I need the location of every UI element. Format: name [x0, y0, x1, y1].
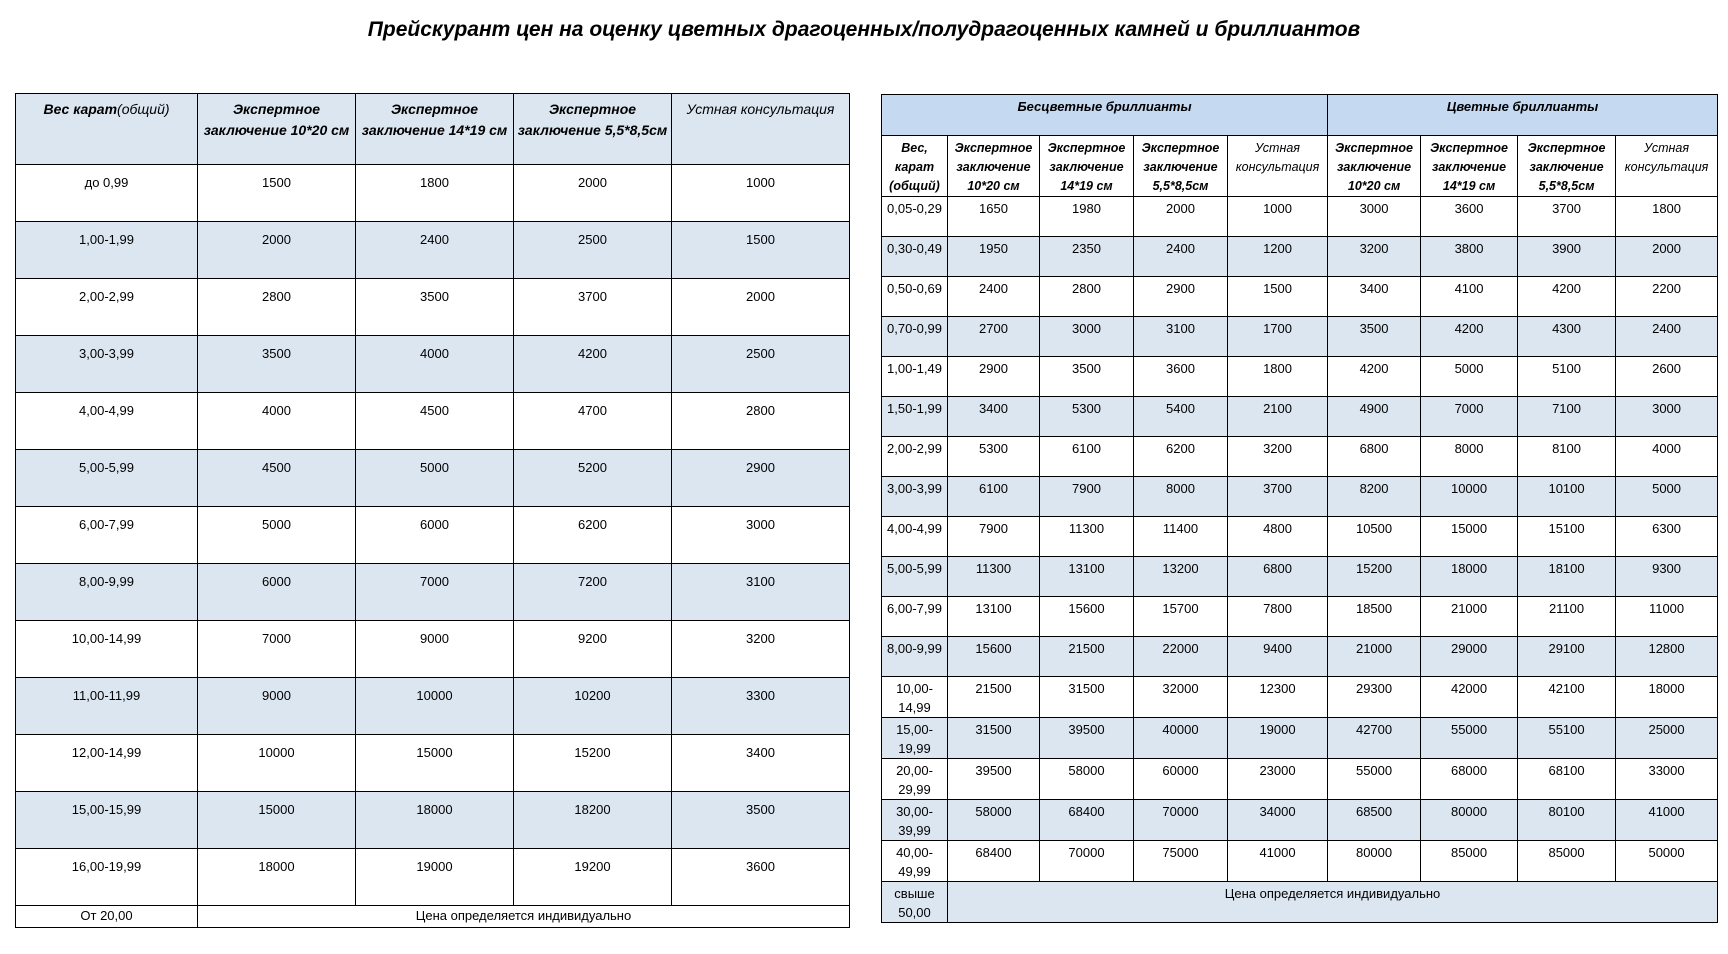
weight-cell: 0,70-0,99	[882, 317, 948, 357]
weight-cell: 1,00-1,99	[16, 222, 198, 279]
weight-cell: 11,00-11,99	[16, 678, 198, 735]
price-cell: 40000	[1134, 718, 1228, 759]
price-cell: 15200	[1328, 557, 1421, 597]
price-cell: 21000	[1328, 637, 1421, 677]
price-cell: 4200	[1421, 317, 1518, 357]
price-cell: 3000	[1328, 197, 1421, 237]
price-cell: 25000	[1616, 718, 1718, 759]
table-row	[882, 397, 1718, 437]
price-cell: 2400	[948, 277, 1040, 317]
price-cell: 1800	[1228, 357, 1328, 397]
colorless-diamonds-header: Бесцветные бриллианты	[882, 95, 1328, 136]
table-row	[882, 357, 1718, 397]
price-cell: 13100	[1040, 557, 1134, 597]
price-cell: 6800	[1328, 437, 1421, 477]
table-row	[16, 507, 850, 564]
price-cell: 58000	[948, 800, 1040, 841]
table-row	[16, 564, 850, 621]
price-cell: 1650	[948, 197, 1040, 237]
weight-cell: 10,00-14,99	[16, 621, 198, 678]
price-cell: 41000	[1616, 800, 1718, 841]
price-cell: 2000	[1616, 237, 1718, 277]
colorless-report-5x8-header: Экспертное заключение 5,5*8,5см	[1134, 136, 1228, 197]
table-row	[882, 841, 1718, 882]
report-14x19-header: Экспертное заключение 14*19 см	[356, 94, 514, 165]
weight-cell: 0,50-0,69	[882, 277, 948, 317]
price-cell: 6200	[1134, 437, 1228, 477]
price-cell: 9300	[1616, 557, 1718, 597]
report-5x8-header: Экспертное заключение 5,5*8,5см	[514, 94, 672, 165]
weight-cell: 10,00-14,99	[882, 677, 948, 718]
price-cell: 2900	[1134, 277, 1228, 317]
table-row	[882, 317, 1718, 357]
price-cell: 1800	[356, 165, 514, 222]
weight-cell: 8,00-9,99	[16, 564, 198, 621]
price-cell: 3600	[1421, 197, 1518, 237]
price-cell: 4200	[1518, 277, 1616, 317]
price-cell: 6100	[948, 477, 1040, 517]
price-cell: 18200	[514, 792, 672, 849]
price-cell: 6000	[198, 564, 356, 621]
price-cell: 3400	[1328, 277, 1421, 317]
price-cell: 31500	[948, 718, 1040, 759]
table-row	[16, 279, 850, 336]
price-cell: 50000	[1616, 841, 1718, 882]
table-row	[16, 735, 850, 792]
price-cell: 1000	[672, 165, 850, 222]
weight-cell: 4,00-4,99	[882, 517, 948, 557]
price-cell: 31500	[1040, 677, 1134, 718]
price-cell: 13200	[1134, 557, 1228, 597]
price-cell: 7900	[1040, 477, 1134, 517]
table-row	[882, 517, 1718, 557]
price-cell: 2400	[1134, 237, 1228, 277]
price-cell: 3600	[672, 849, 850, 906]
price-cell: 2900	[948, 357, 1040, 397]
price-cell: 55000	[1328, 759, 1421, 800]
price-cell: 7900	[948, 517, 1040, 557]
price-cell: 10000	[198, 735, 356, 792]
price-cell: 80100	[1518, 800, 1616, 841]
weight-cell: 1,50-1,99	[882, 397, 948, 437]
weight-cell: 20,00-29,99	[882, 759, 948, 800]
price-cell: 1000	[1228, 197, 1328, 237]
table-row	[882, 437, 1718, 477]
price-cell: 3800	[1421, 237, 1518, 277]
price-cell: 21500	[1040, 637, 1134, 677]
price-cell: 10000	[356, 678, 514, 735]
price-cell: 19000	[1228, 718, 1328, 759]
price-cell: 5400	[1134, 397, 1228, 437]
colored-diamonds-header: Цветные бриллианты	[1328, 95, 1718, 136]
price-cell: 2200	[1616, 277, 1718, 317]
price-cell: 70000	[1134, 800, 1228, 841]
price-cell: 55000	[1421, 718, 1518, 759]
price-cell: 39500	[948, 759, 1040, 800]
price-cell: 2800	[198, 279, 356, 336]
price-cell: 4900	[1328, 397, 1421, 437]
price-cell: 15100	[1518, 517, 1616, 557]
price-cell: 10000	[1421, 477, 1518, 517]
price-cell: 10500	[1328, 517, 1421, 557]
price-cell: 2000	[1134, 197, 1228, 237]
weight-cell: От 20,00	[16, 906, 198, 928]
price-cell: 15200	[514, 735, 672, 792]
price-cell: 4200	[514, 336, 672, 393]
price-cell: 11000	[1616, 597, 1718, 637]
price-cell: 18000	[1421, 557, 1518, 597]
weight-cell: 30,00-39,99	[882, 800, 948, 841]
weight-cell: 3,00-3,99	[16, 336, 198, 393]
price-cell: 2900	[672, 450, 850, 507]
weight-cell: 40,00-49,99	[882, 841, 948, 882]
price-cell: 3500	[198, 336, 356, 393]
price-cell: 2500	[514, 222, 672, 279]
colorless-report-10x20-header: Экспертное заключение 10*20 см	[948, 136, 1040, 197]
price-cell: 3700	[514, 279, 672, 336]
price-cell: 39500	[1040, 718, 1134, 759]
price-cell: 2000	[672, 279, 850, 336]
price-cell: 19200	[514, 849, 672, 906]
price-cell: 33000	[1616, 759, 1718, 800]
table-row	[882, 557, 1718, 597]
price-cell: 2100	[1228, 397, 1328, 437]
diamonds-price-table	[881, 94, 1718, 923]
price-cell: 2500	[672, 336, 850, 393]
price-cell: 8200	[1328, 477, 1421, 517]
colored-report-10x20-header: Экспертное заключение 10*20 см	[1328, 136, 1421, 197]
table-row	[882, 477, 1718, 517]
price-cell: 3100	[1134, 317, 1228, 357]
table-row	[16, 165, 850, 222]
table-row	[882, 597, 1718, 637]
table-row	[882, 237, 1718, 277]
price-cell: 23000	[1228, 759, 1328, 800]
price-cell: 4200	[1328, 357, 1421, 397]
price-cell: 85000	[1421, 841, 1518, 882]
price-cell: 3900	[1518, 237, 1616, 277]
price-cell: 3500	[1328, 317, 1421, 357]
price-cell: 21100	[1518, 597, 1616, 637]
table-row	[882, 277, 1718, 317]
price-cell: 55100	[1518, 718, 1616, 759]
price-cell: 2400	[1616, 317, 1718, 357]
weight-cell: 15,00-19,99	[882, 718, 948, 759]
price-cell: 80000	[1328, 841, 1421, 882]
price-cell: 1500	[1228, 277, 1328, 317]
price-cell: 4700	[514, 393, 672, 450]
price-cell: 3200	[672, 621, 850, 678]
weight-cell: 0,05-0,29	[882, 197, 948, 237]
price-cell: 9400	[1228, 637, 1328, 677]
weight-cell: 15,00-15,99	[16, 792, 198, 849]
price-cell: 11300	[948, 557, 1040, 597]
table-header-row	[16, 94, 850, 165]
price-cell: 18000	[198, 849, 356, 906]
price-cell: 3100	[672, 564, 850, 621]
weight-cell: 5,00-5,99	[16, 450, 198, 507]
price-cell: 68500	[1328, 800, 1421, 841]
group-header-row	[882, 95, 1718, 136]
price-cell: 1800	[1616, 197, 1718, 237]
price-cell: 1200	[1228, 237, 1328, 277]
table-row	[882, 800, 1718, 841]
report-10x20-header: Экспертное заключение 10*20 см	[198, 94, 356, 165]
price-cell: 12300	[1228, 677, 1328, 718]
page-title: Прейскурант цен на оценку цветных драгоценных/полудрагоценных камней и бриллиантов	[367, 18, 1361, 41]
price-cell: 7100	[1518, 397, 1616, 437]
table-row	[882, 882, 1718, 923]
price-cell: 15600	[948, 637, 1040, 677]
price-cell: 11300	[1040, 517, 1134, 557]
price-cell: 5000	[1616, 477, 1718, 517]
price-cell: 1500	[672, 222, 850, 279]
price-cell: 29100	[1518, 637, 1616, 677]
price-cell: 41000	[1228, 841, 1328, 882]
price-cell: 3600	[1134, 357, 1228, 397]
weight-cell: 2,00-2,99	[16, 279, 198, 336]
price-cell: 10100	[1518, 477, 1616, 517]
price-cell: 15700	[1134, 597, 1228, 637]
table-row	[16, 222, 850, 279]
price-cell: 5200	[514, 450, 672, 507]
price-cell: 42700	[1328, 718, 1421, 759]
price-cell: 9000	[198, 678, 356, 735]
price-cell: 4800	[1228, 517, 1328, 557]
price-cell: 3500	[672, 792, 850, 849]
price-cell: 4500	[356, 393, 514, 450]
price-cell: 68100	[1518, 759, 1616, 800]
weight-cell: 2,00-2,99	[882, 437, 948, 477]
price-cell: 10200	[514, 678, 672, 735]
price-cell: 29000	[1421, 637, 1518, 677]
price-cell: 6000	[356, 507, 514, 564]
consultation-header: Устная консультация	[672, 94, 850, 165]
price-cell: 3500	[356, 279, 514, 336]
price-cell: 4300	[1518, 317, 1616, 357]
weight-cell: 4,00-4,99	[16, 393, 198, 450]
price-cell: 3000	[672, 507, 850, 564]
weight-cell: до 0,99	[16, 165, 198, 222]
colored-stones-price-table	[15, 93, 850, 928]
price-cell: 5300	[1040, 397, 1134, 437]
price-cell: 2400	[356, 222, 514, 279]
weight-cell: 6,00-7,99	[882, 597, 948, 637]
price-cell: 3000	[1616, 397, 1718, 437]
price-cell: 1980	[1040, 197, 1134, 237]
price-cell: 3200	[1228, 437, 1328, 477]
table-row	[16, 621, 850, 678]
price-cell: 58000	[1040, 759, 1134, 800]
price-cell: 3700	[1518, 197, 1616, 237]
price-cell: 21000	[1421, 597, 1518, 637]
price-cell: 3300	[672, 678, 850, 735]
price-cell: 3700	[1228, 477, 1328, 517]
price-cell: 6300	[1616, 517, 1718, 557]
price-cell: 1500	[198, 165, 356, 222]
price-cell: 18100	[1518, 557, 1616, 597]
price-cell: 2000	[514, 165, 672, 222]
table-row	[882, 718, 1718, 759]
price-cell: 1700	[1228, 317, 1328, 357]
weight-cell: 8,00-9,99	[882, 637, 948, 677]
colored-report-14x19-header: Экспертное заключение 14*19 см	[1421, 136, 1518, 197]
price-cell: 22000	[1134, 637, 1228, 677]
weight-cell: 0,30-0,49	[882, 237, 948, 277]
price-cell: 2000	[198, 222, 356, 279]
price-cell: 5100	[1518, 357, 1616, 397]
price-cell: 6100	[1040, 437, 1134, 477]
price-cell: 9200	[514, 621, 672, 678]
price-cell: 60000	[1134, 759, 1228, 800]
price-cell: 13100	[948, 597, 1040, 637]
table-header-row	[882, 136, 1718, 197]
table-row	[16, 906, 850, 928]
price-cell: 75000	[1134, 841, 1228, 882]
price-cell: 2350	[1040, 237, 1134, 277]
price-cell: 2600	[1616, 357, 1718, 397]
weight-cell: 6,00-7,99	[16, 507, 198, 564]
colored-report-5x8-header: Экспертное заключение 5,5*8,5см	[1518, 136, 1616, 197]
price-cell: 85000	[1518, 841, 1616, 882]
individual-price-note: Цена определяется индивидуально	[948, 882, 1718, 923]
price-cell: 3400	[948, 397, 1040, 437]
table-row	[16, 849, 850, 906]
colorless-consultation-header: Устная консультация	[1228, 136, 1328, 197]
price-cell: 6200	[514, 507, 672, 564]
colored-consultation-header: Устная консультация	[1616, 136, 1718, 197]
price-cell: 80000	[1421, 800, 1518, 841]
price-cell: 9000	[356, 621, 514, 678]
price-cell: 42000	[1421, 677, 1518, 718]
price-cell: 2800	[672, 393, 850, 450]
weight-cell: свыше 50,00	[882, 882, 948, 923]
price-cell: 21500	[948, 677, 1040, 718]
price-cell: 7000	[198, 621, 356, 678]
price-cell: 29300	[1328, 677, 1421, 718]
price-cell: 8000	[1421, 437, 1518, 477]
price-cell: 6800	[1228, 557, 1328, 597]
price-cell: 15600	[1040, 597, 1134, 637]
price-cell: 3400	[672, 735, 850, 792]
price-cell: 3500	[1040, 357, 1134, 397]
price-cell: 5000	[356, 450, 514, 507]
weight-cell: 5,00-5,99	[882, 557, 948, 597]
weight-cell: 3,00-3,99	[882, 477, 948, 517]
weight-cell: 1,00-1,49	[882, 357, 948, 397]
price-cell: 18000	[356, 792, 514, 849]
table-row	[882, 197, 1718, 237]
price-cell: 68000	[1421, 759, 1518, 800]
table-row	[16, 678, 850, 735]
table-row	[882, 677, 1718, 718]
price-cell: 4000	[1616, 437, 1718, 477]
price-cell: 7000	[1421, 397, 1518, 437]
price-cell: 2700	[948, 317, 1040, 357]
price-cell: 15000	[1421, 517, 1518, 557]
table-row	[882, 759, 1718, 800]
table-row	[16, 393, 850, 450]
price-cell: 5000	[1421, 357, 1518, 397]
price-cell: 8000	[1134, 477, 1228, 517]
price-cell: 4100	[1421, 277, 1518, 317]
price-cell: 34000	[1228, 800, 1328, 841]
price-cell: 19000	[356, 849, 514, 906]
individual-price-note: Цена определяется индивидуально	[198, 906, 850, 928]
price-cell: 70000	[1040, 841, 1134, 882]
table-row	[882, 637, 1718, 677]
price-cell: 2800	[1040, 277, 1134, 317]
price-cell: 18000	[1616, 677, 1718, 718]
price-cell: 32000	[1134, 677, 1228, 718]
table-row	[16, 792, 850, 849]
price-cell: 42100	[1518, 677, 1616, 718]
price-cell: 4500	[198, 450, 356, 507]
weight-cell: 16,00-19,99	[16, 849, 198, 906]
price-cell: 7200	[514, 564, 672, 621]
price-cell: 68400	[948, 841, 1040, 882]
price-cell: 4000	[198, 393, 356, 450]
weight-cell: 12,00-14,99	[16, 735, 198, 792]
price-cell: 7800	[1228, 597, 1328, 637]
weight-header: Вес карат(общий)	[16, 94, 198, 165]
table-row	[16, 450, 850, 507]
price-cell: 7000	[356, 564, 514, 621]
price-cell: 1950	[948, 237, 1040, 277]
price-cell: 68400	[1040, 800, 1134, 841]
weight-header: Вес, карат (общий)	[882, 136, 948, 197]
price-cell: 11400	[1134, 517, 1228, 557]
price-cell: 15000	[198, 792, 356, 849]
price-cell: 3200	[1328, 237, 1421, 277]
price-cell: 5300	[948, 437, 1040, 477]
price-cell: 12800	[1616, 637, 1718, 677]
price-cell: 8100	[1518, 437, 1616, 477]
colorless-report-14x19-header: Экспертное заключение 14*19 см	[1040, 136, 1134, 197]
table-row	[16, 336, 850, 393]
price-cell: 3000	[1040, 317, 1134, 357]
price-cell: 4000	[356, 336, 514, 393]
price-cell: 5000	[198, 507, 356, 564]
price-cell: 15000	[356, 735, 514, 792]
price-cell: 18500	[1328, 597, 1421, 637]
